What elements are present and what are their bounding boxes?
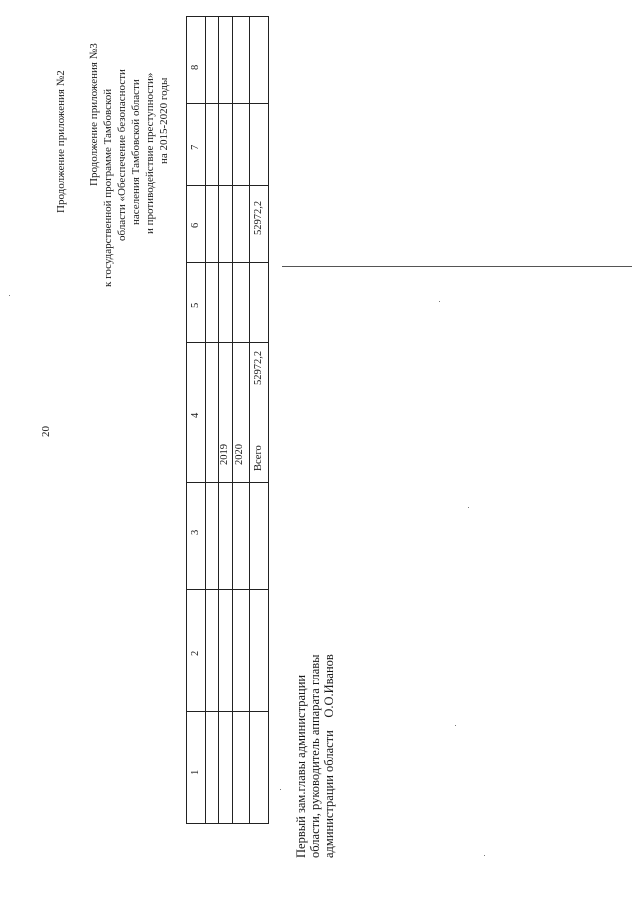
signature-name: О.О.Иванов [322, 654, 336, 718]
table-col-divider [186, 262, 268, 263]
col-header-6: 6 [190, 222, 201, 228]
table-row-divider [249, 16, 250, 824]
table-border-top [186, 16, 187, 824]
table-col-divider [186, 589, 268, 590]
continuation-2-label: Продолжение приложения №2 [55, 70, 67, 213]
col-header-3: 3 [190, 529, 201, 535]
col-header-7: 7 [190, 144, 201, 150]
table-col-divider [186, 711, 268, 712]
table-col-divider [186, 482, 268, 483]
continuation-3-label: Продолжение приложения №3 [88, 43, 100, 186]
col-header-5: 5 [190, 302, 201, 308]
signature-position: администрации области [322, 730, 336, 858]
scan-speck [280, 789, 281, 790]
table-row-divider [232, 16, 233, 824]
signature-line-3 [322, 654, 336, 858]
scan-speck [9, 295, 10, 296]
scan-speck [484, 855, 485, 856]
table-col-divider [186, 342, 268, 343]
total-col4-value: 52972,2 [253, 350, 264, 385]
scan-speck [455, 725, 456, 726]
program-line-1: к государственной программе Тамбовской [102, 88, 114, 287]
table-col-divider [186, 103, 268, 104]
table-header-divider [205, 16, 206, 824]
col-header-2: 2 [190, 650, 201, 656]
program-line-4: и противодействие преступности» [144, 72, 156, 234]
page-number: 20 [40, 426, 52, 437]
scan-speck [439, 301, 440, 302]
signature-line-1: Первый зам.главы администрации [294, 674, 308, 858]
row-label-2019: 2019 [219, 444, 230, 465]
table-col-divider [186, 185, 268, 186]
program-line-5: на 2015-2020 годы [158, 77, 170, 164]
signature-line-2: области, руководитель аппарата главы [308, 654, 322, 858]
program-line-2: области «Обеспечение безопасности [116, 69, 128, 241]
col-header-1: 1 [190, 769, 201, 775]
form-line [282, 266, 632, 267]
total-col6-value: 52972,2 [253, 200, 264, 235]
table-border-bottom [268, 16, 269, 824]
row-label-total: Всего [253, 445, 264, 471]
col-header-8: 8 [190, 64, 201, 70]
table-col-edge [186, 823, 268, 824]
table-col-edge [186, 16, 268, 17]
table-row-divider [218, 16, 219, 824]
col-header-4: 4 [190, 412, 201, 418]
row-label-2020: 2020 [234, 444, 245, 465]
scan-speck [468, 507, 469, 508]
program-line-3: населения Тамбовской области [130, 79, 142, 225]
